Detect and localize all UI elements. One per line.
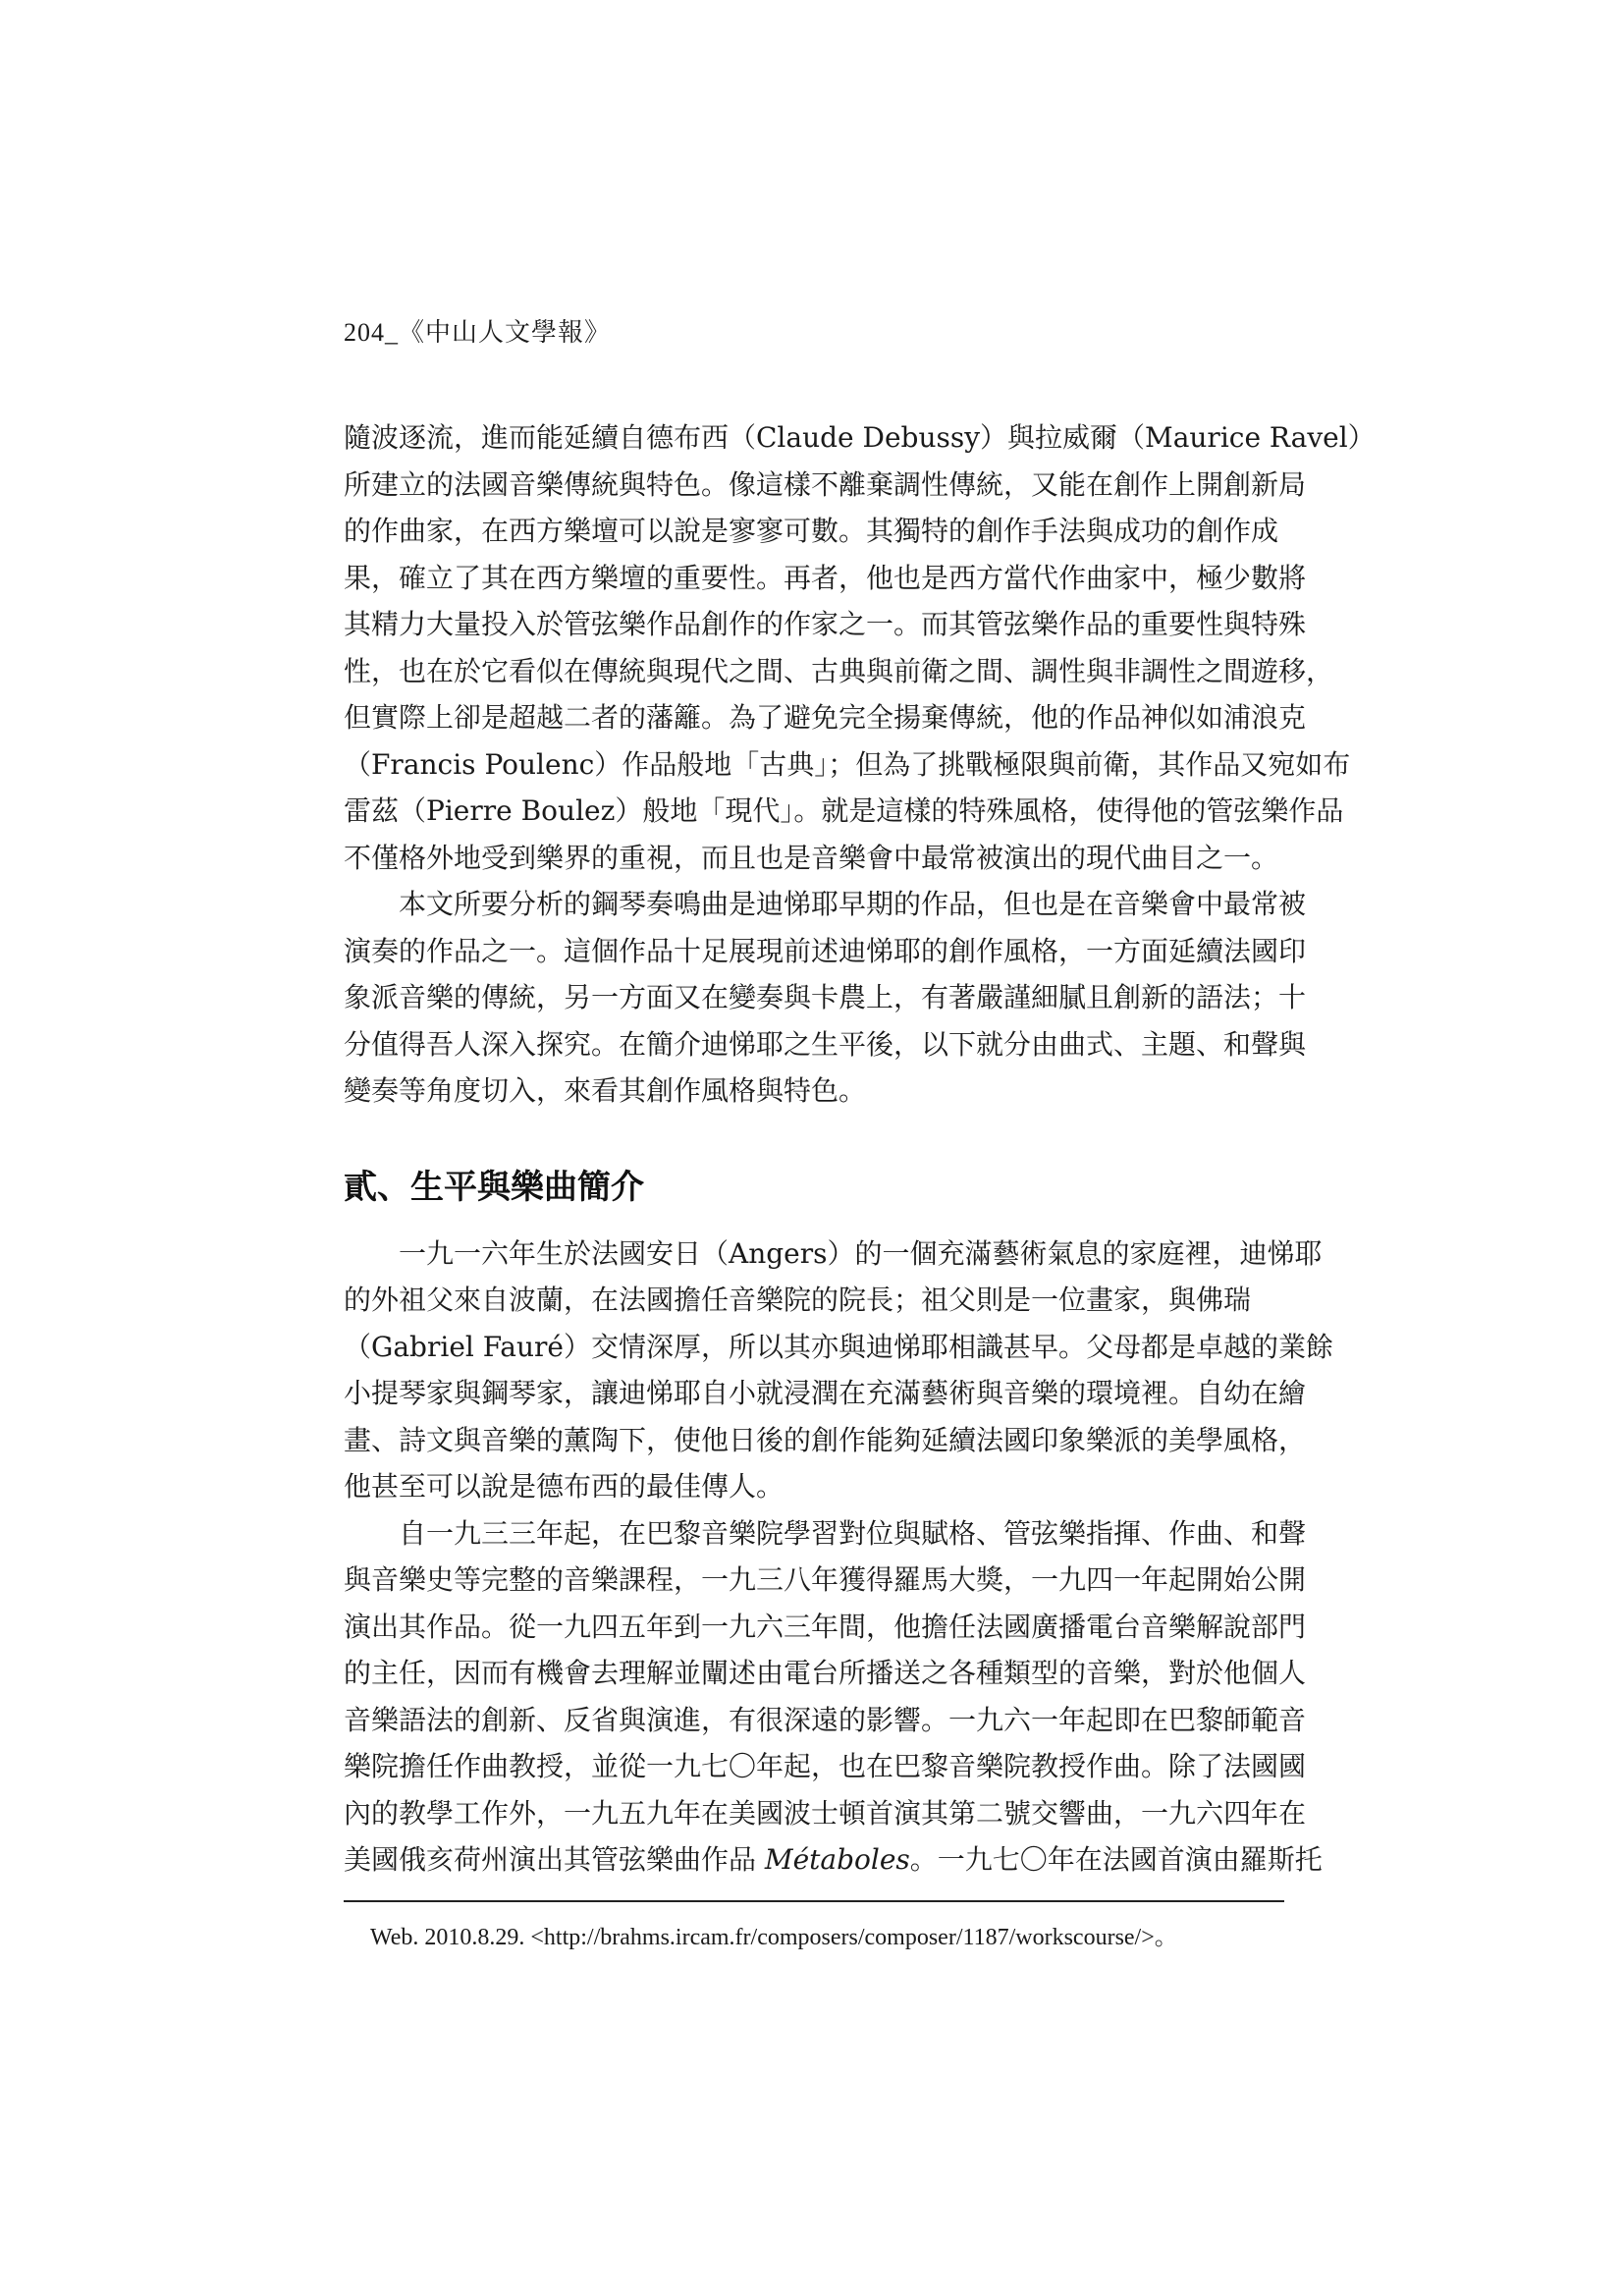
text-line: 自一九三三年起，在巴黎音樂院學習對位與賦格、管弦樂指揮、作曲、和聲 bbox=[344, 1516, 1307, 1550]
text-line: 演奏的作品之一。這個作品十足展現前述迪悌耶的創作風格，一方面延續法國印 bbox=[344, 934, 1307, 967]
body-text bbox=[344, 414, 1376, 1884]
text-line: 變奏等角度切入，來看其創作風格與特色。 bbox=[344, 1074, 867, 1107]
paragraph-1 bbox=[344, 414, 1376, 881]
text-line: 本文所要分析的鋼琴奏鳴曲是迪悌耶早期的作品，但也是在音樂會中最常被 bbox=[344, 888, 1307, 920]
text-line: 一九一六年生於法國安日（Angers）的一個充滿藝術氣息的家庭裡，迪悌耶 bbox=[344, 1236, 1323, 1270]
paragraph-4 bbox=[344, 1510, 1323, 1884]
text-line: （Francis Poulenc）作品般地「古典」；但為了挑戰極限與前衛，其作品又宛如布 bbox=[344, 747, 1351, 781]
text-line: 其精力大量投入於管弦樂作品創作的作家之一。而其管弦樂作品的重要性與特殊 bbox=[344, 608, 1307, 640]
text-line: 象派音樂的傳統，另一方面又在變奏與卡農上，有著嚴謹細膩且創新的語法；十 bbox=[344, 981, 1307, 1013]
text-line: 性，也在於它看似在傳統與現代之間、古典與前衛之間、調性與非調性之間遊移， bbox=[344, 654, 1334, 687]
text-line: 雷茲（Pierre Boulez）般地「現代」。就是這樣的特殊風格，使得他的管弦樂作品 bbox=[344, 794, 1344, 827]
text-line: 所建立的法國音樂傳統與特色。像這樣不離棄調性傳統，又能在創作上開創新局 bbox=[344, 467, 1307, 501]
text-line: 內的教學工作外，一九五九年在美國波士頓首演其第二號交響曲，一九六四年在 bbox=[344, 1796, 1307, 1830]
text-line: 畫、詩文與音樂的薰陶下，使他日後的創作能夠延續法國印象樂派的美學風格， bbox=[344, 1423, 1307, 1456]
footnote: Web. 2010.8.29. <http://brahms.ircam.fr/composers/composer/1187/workscourse/>。 bbox=[370, 1925, 1178, 1950]
section-heading: 貳、生平與樂曲簡介 bbox=[344, 1167, 644, 1207]
text-line: 但實際上卻是超越二者的藩籬。為了避免完全揚棄傳統，他的作品神似如浦浪克 bbox=[344, 701, 1307, 734]
text-line: 分值得吾人深入探究。在簡介迪悌耶之生平後，以下就分由曲式、主題、和聲與 bbox=[344, 1027, 1307, 1061]
text-line: 樂院擔任作曲教授，並從一九七〇年起，也在巴黎音樂院教授作曲。除了法國國 bbox=[344, 1750, 1307, 1782]
text-line: 音樂語法的創新、反省與演進，有很深遠的影響。一九六一年起即在巴黎師範音 bbox=[344, 1703, 1307, 1736]
paragraph-3 bbox=[344, 1230, 1333, 1510]
work-title: Métaboles bbox=[764, 1843, 910, 1876]
text-line: 他甚至可以說是德布西的最佳傳人。 bbox=[344, 1470, 784, 1503]
text-line: 小提琴家與鋼琴家，讓迪悌耶自小就浸潤在充滿藝術與音樂的環境裡。自幼在繪 bbox=[344, 1377, 1307, 1409]
text-line: 與音樂史等完整的音樂課程，一九三八年獲得羅馬大獎，一九四一年起開始公開 bbox=[344, 1563, 1307, 1596]
running-head: 204_《中山人文學報》 bbox=[344, 318, 612, 347]
footnote-divider bbox=[344, 1900, 1284, 1902]
text-line: 的作曲家，在西方樂壇可以說是寥寥可數。其獨特的創作手法與成功的創作成 bbox=[344, 515, 1279, 547]
text-line: 的主任，因而有機會去理解並闡述由電台所播送之各種類型的音樂，對於他個人 bbox=[344, 1657, 1307, 1689]
paragraph-2 bbox=[344, 881, 1307, 1115]
text-segment: 。一九七〇年在法國首演由羅斯托 bbox=[909, 1843, 1323, 1876]
text-segment: 美國俄亥荷州演出其管弦樂曲作品 bbox=[344, 1843, 765, 1876]
text-line: 果，確立了其在西方樂壇的重要性。再者，他也是西方當代作曲家中，極少數將 bbox=[344, 561, 1307, 594]
text-line: 不僅格外地受到樂界的重視，而且也是音樂會中最常被演出的現代曲目之一。 bbox=[344, 841, 1279, 874]
text-line: （Gabriel Fauré）交情深厚，所以其亦與迪悌耶相識甚早。父母都是卓越的業餘 bbox=[344, 1330, 1333, 1363]
text-line bbox=[344, 1836, 1323, 1884]
text-line: 的外祖父來自波蘭，在法國擔任音樂院的院長；祖父則是一位畫家，與佛瑞 bbox=[344, 1284, 1252, 1316]
text-line: 演出其作品。從一九四五年到一九六三年間，他擔任法國廣播電台音樂解說部門 bbox=[344, 1610, 1307, 1643]
text-line: 隨波逐流，進而能延續自德布西（Claude Debussy）與拉威爾（Maurice Ravel） bbox=[344, 421, 1376, 454]
